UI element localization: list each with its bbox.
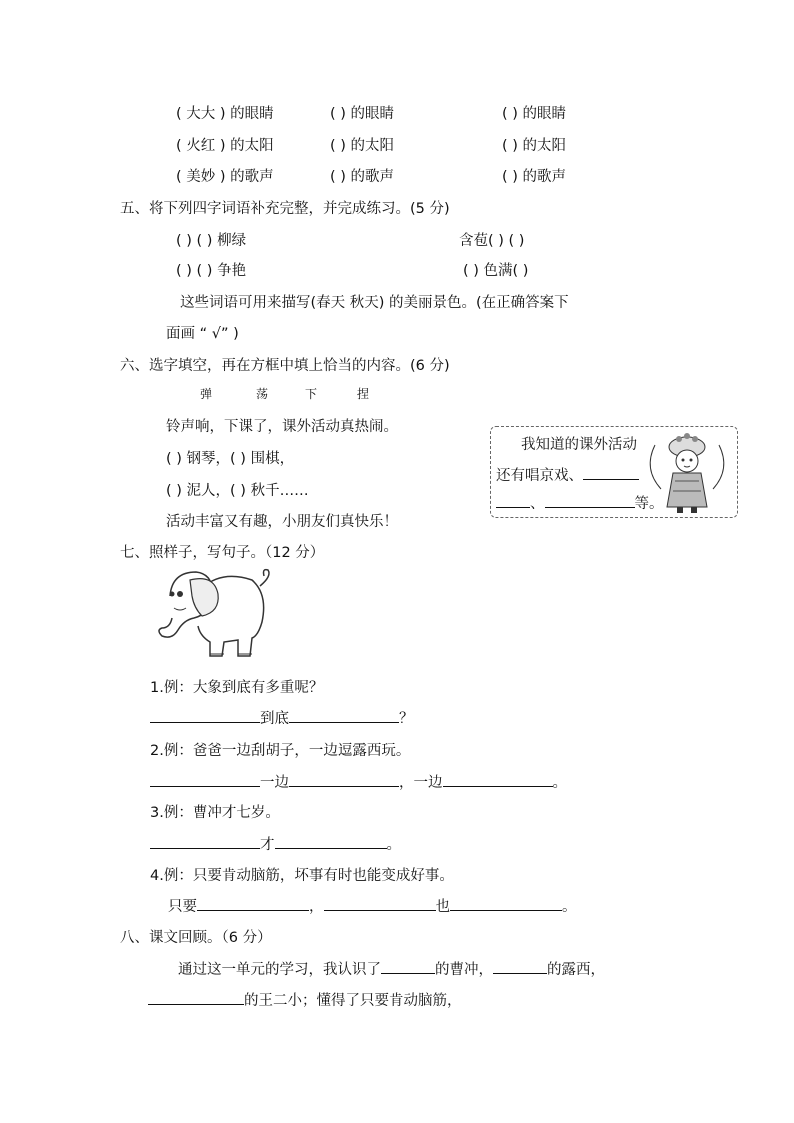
s6-line3: ( ) 泥人，( ) 秋千…… xyxy=(166,483,309,499)
ex3-blank-1[interactable] xyxy=(150,834,260,849)
box-blank-3[interactable] xyxy=(545,493,635,508)
s8-line1-b: 的曹冲， xyxy=(435,962,493,978)
s8-blank-3[interactable] xyxy=(148,990,244,1005)
box-sep: 、 xyxy=(530,496,545,512)
s7-ex4: 4.例：只要肯动脑筋，坏事有时也能变成好事。 xyxy=(150,868,454,884)
ex3-blank-2[interactable] xyxy=(275,834,387,849)
section5-title: 五、将下列四字词语补充完整，并完成练习。(5 分) xyxy=(120,201,450,217)
ex3-mid: 才 xyxy=(260,837,275,853)
row3-col1: ( 美妙 ) 的歌声 xyxy=(176,169,274,185)
s5-note-line1: 这些词语可用来描写(春天 秋天) 的美丽景色。(在正确答案下 xyxy=(180,295,569,311)
s7-ex3: 3.例：曹冲才七岁。 xyxy=(150,805,280,821)
row2-col2: ( ) 的太阳 xyxy=(330,138,395,154)
char-option-2: 荡 xyxy=(256,387,269,401)
row3-col3: ( ) 的歌声 xyxy=(502,169,567,185)
s6-line1: 铃声响，下课了，课外活动真热闹。 xyxy=(166,419,398,435)
ex2-mid1: 一边 xyxy=(260,775,289,791)
s5-item4: ( ) 色满( ) xyxy=(463,263,529,279)
ex1-mid: 到底 xyxy=(260,711,289,727)
opera-figure-illustration xyxy=(641,429,733,515)
s7-ex2: 2.例：爸爸一边刮胡子，一边逗露西玩。 xyxy=(150,743,411,759)
s5-note-line2: 面画 “ √” ) xyxy=(166,326,239,342)
s5-item1: ( ) ( ) 柳绿 xyxy=(176,233,247,249)
ex4-comma: ， xyxy=(309,899,324,915)
ex4-blank-3[interactable] xyxy=(450,896,562,911)
row2-col3: ( ) 的太阳 xyxy=(502,138,567,154)
activity-box xyxy=(490,426,738,518)
elephant-illustration xyxy=(150,566,276,662)
ex2-blank-2[interactable] xyxy=(289,772,399,787)
s7-ex1: 1.例：大象到底有多重呢？ xyxy=(150,680,324,696)
ex2-blank-3[interactable] xyxy=(443,772,553,787)
s6-line2: ( ) 钢琴，( ) 围棋， xyxy=(166,451,295,467)
ex2-end: 。 xyxy=(552,775,567,791)
ex2-mid2: ，一边 xyxy=(399,775,443,791)
ex4-end: 。 xyxy=(562,899,577,915)
section8-title: 八、课文回顾。（6 分） xyxy=(120,930,272,946)
section7-title: 七、照样子，写句子。（12 分） xyxy=(120,545,325,561)
char-option-3: 下 xyxy=(305,387,318,401)
s8-line1-a: 通过这一单元的学习，我认识了 xyxy=(178,962,381,978)
ex2-blank-1[interactable] xyxy=(150,772,260,787)
box-blank-1[interactable] xyxy=(583,465,639,480)
ex1-blank-2[interactable] xyxy=(289,708,399,723)
row2-col1: ( 火红 ) 的太阳 xyxy=(176,138,274,154)
ex4-start: 只要 xyxy=(168,899,197,915)
section6-title: 六、选字填空，再在方框中填上恰当的内容。(6 分) xyxy=(120,358,450,374)
box-end: 等。 xyxy=(634,496,664,512)
ex1-blank-1[interactable] xyxy=(150,708,260,723)
box-blank-2[interactable] xyxy=(496,493,530,508)
ex4-blank-2[interactable] xyxy=(324,896,436,911)
box-title: 我知道的课外活动 xyxy=(521,437,637,453)
row3-col2: ( ) 的歌声 xyxy=(330,169,395,185)
char-option-4: 捏 xyxy=(357,387,370,401)
s5-item2: 含苞( ) ( ) xyxy=(459,233,525,249)
ex4-mid: 也 xyxy=(435,899,450,915)
s8-line2-a: 的王二小；懂得了只要肯动脑筋， xyxy=(244,993,462,1009)
s5-item3: ( ) ( ) 争艳 xyxy=(176,263,247,279)
s8-blank-1[interactable] xyxy=(381,959,435,974)
s6-line4: 活动丰富又有趣，小朋友们真快乐！ xyxy=(166,514,398,530)
s8-blank-2[interactable] xyxy=(493,959,547,974)
row1-col3: ( ) 的眼睛 xyxy=(502,106,567,122)
ex1-end: ？ xyxy=(399,711,414,727)
box-line1: 还有唱京戏、 xyxy=(496,468,583,484)
row1-col2: ( ) 的眼睛 xyxy=(330,106,395,122)
row1-col1: ( 大大 ) 的眼睛 xyxy=(176,106,274,122)
char-option-1: 弹 xyxy=(200,387,213,401)
ex3-end: 。 xyxy=(386,837,401,853)
ex4-blank-1[interactable] xyxy=(197,896,309,911)
s8-line1-c: 的露西， xyxy=(547,962,605,978)
